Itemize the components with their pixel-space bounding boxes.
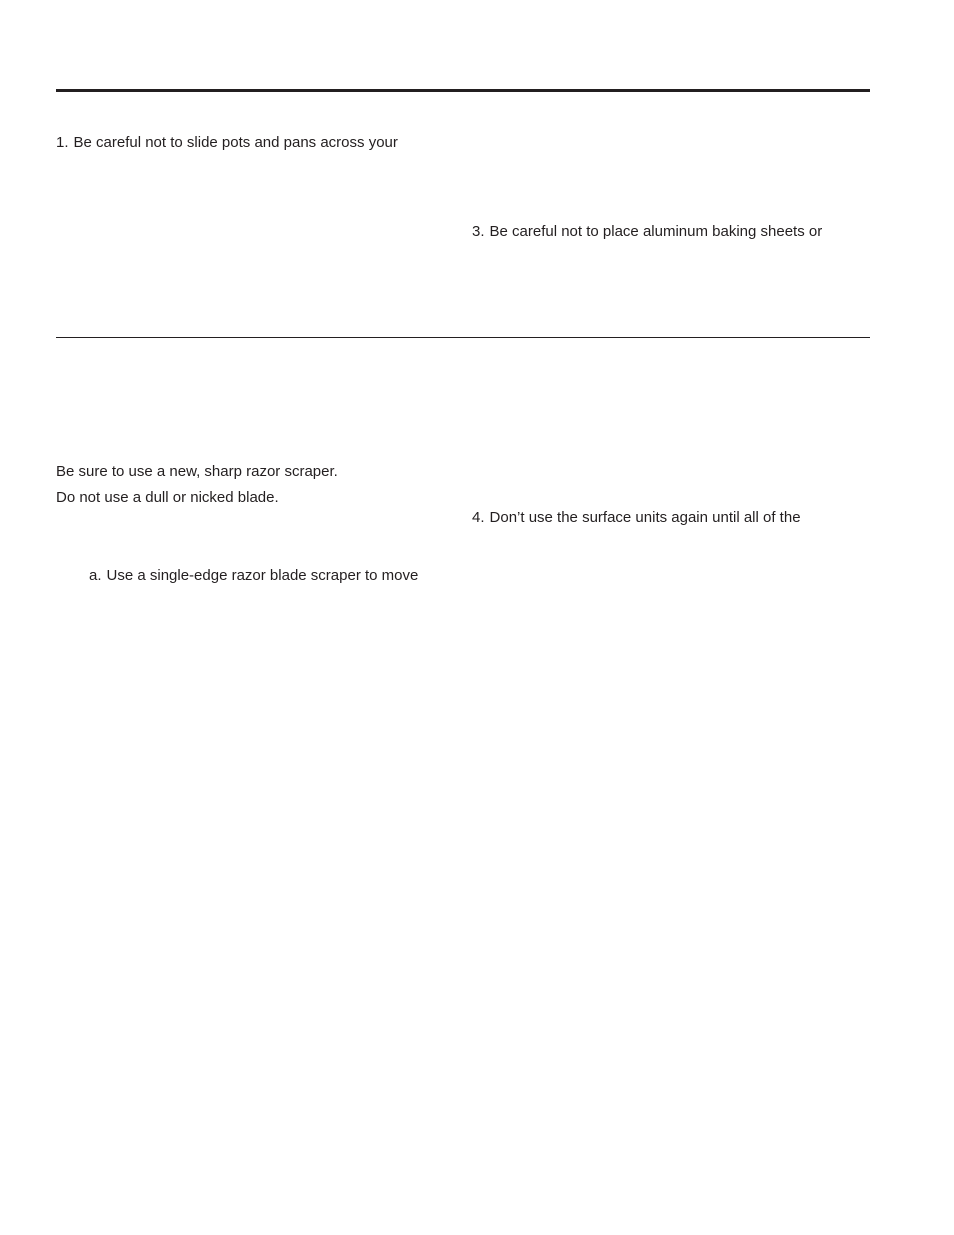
list-item-1-text: Be careful not to slide pots and pans across your	[73, 134, 398, 151]
list-item-1-number: 1.	[56, 134, 69, 151]
list-item-4-number: 4.	[472, 509, 485, 526]
top-divider-rule	[56, 89, 870, 92]
list-item-3-number: 3.	[472, 223, 485, 240]
step-a-text: Use a single-edge razor blade scraper to move	[106, 567, 419, 584]
list-item-4-text: Don’t use the surface units again until all of the	[489, 509, 801, 526]
list-item-3-text: Be careful not to place aluminum baking sheets or	[489, 223, 823, 240]
step-a-letter: a.	[89, 567, 102, 584]
list-item-1	[56, 134, 398, 152]
list-item-4	[472, 509, 801, 527]
razor-note-line-2: Do not use a dull or nicked blade.	[56, 489, 279, 506]
step-a	[89, 567, 418, 585]
section-divider-rule	[56, 337, 870, 338]
list-item-3	[472, 223, 822, 241]
razor-note-line-1: Be sure to use a new, sharp razor scraper.	[56, 463, 338, 480]
